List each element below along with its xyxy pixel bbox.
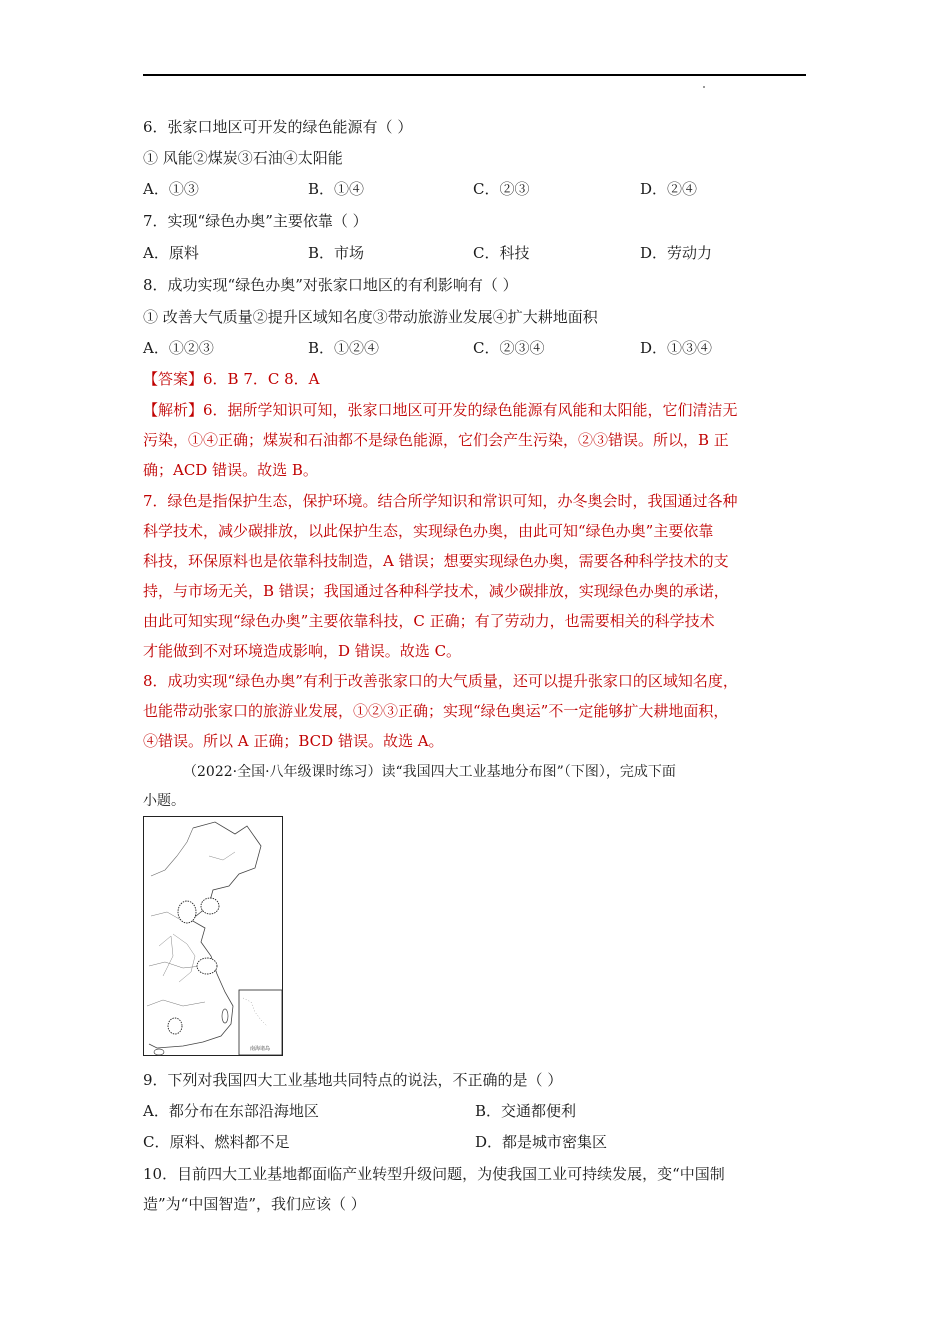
q7-option-b: B．市场	[308, 244, 365, 262]
q7-option-d: D．劳动力	[640, 244, 713, 262]
analysis-line: ④错误。所以 A 正确；BCD 错误。故选 A。	[143, 732, 444, 750]
q7-option-a: A．原料	[143, 244, 199, 262]
header-dot	[703, 86, 705, 88]
q8-items: ① 改善大气质量②提升区域知名度③带动旅游业发展④扩大耕地面积	[143, 308, 598, 326]
q6-option-c: C．②③	[473, 180, 530, 198]
q8-option-b: B．①②④	[308, 339, 380, 357]
q9-option-b: B．交通都便利	[475, 1102, 577, 1120]
header-rule	[143, 74, 806, 76]
analysis-line: 由此可知实现“绿色办奥”主要依靠科技，C 正确；有了劳动力，也需要相关的科学技术	[143, 612, 715, 630]
intro-line: （2022·全国·八年级课时练习）读“我国四大工业基地分布图”（下图），完成下面	[183, 764, 676, 780]
q6-option-a: A．①③	[143, 180, 199, 198]
q9-option-c: C．原料、燃料都不足	[143, 1133, 290, 1151]
q6-option-b: B．①④	[308, 180, 365, 198]
q7-stem: 7．实现“绿色办奥”主要依靠（ ）	[143, 212, 368, 230]
q9-option-d: D．都是城市密集区	[475, 1133, 608, 1151]
analysis-line: 持，与市场无关，B 错误；我国通过各种科学技术，减少碳排放，实现绿色办奥的承诺，	[143, 582, 729, 600]
q8-option-a: A．①②③	[143, 339, 214, 357]
answer-line: 【答案】6．B 7．C 8．A	[143, 370, 320, 388]
q8-option-c: C．②③④	[473, 339, 545, 357]
analysis-line: 也能带动张家口的旅游业发展，①②③正确；实现“绿色奥运”不一定能够扩大耕地面积，	[143, 702, 729, 720]
q9-stem: 9．下列对我国四大工业基地共同特点的说法，不正确的是（ ）	[143, 1071, 563, 1089]
q7-option-c: C．科技	[473, 244, 530, 262]
q6-items: ① 风能②煤炭③石油④太阳能	[143, 149, 343, 167]
analysis-line: 科技，环保原料也是依靠科技制造，A 错误；想要实现绿色办奥，需要各种科学技术的支	[143, 552, 729, 570]
intro-line: 小题。	[143, 793, 185, 809]
q8-option-d: D．①③④	[640, 339, 713, 357]
analysis-line: 污染，①④正确；煤炭和石油都不是绿色能源，它们会产生污染，②③错误。所以，B 正	[143, 431, 729, 449]
analysis-line: 8．成功实现“绿色办奥”有利于改善张家口的大气质量，还可以提升张家口的区域知名度，	[143, 672, 738, 690]
q10-line: 10．目前四大工业基地都面临产业转型升级问题，为使我国工业可持续发展，变“中国制	[143, 1165, 725, 1183]
analysis-line: 确；ACD 错误。故选 B。	[143, 461, 318, 479]
q10-line: 造”为“中国智造”，我们应该（ ）	[143, 1195, 366, 1213]
q6-stem: 6．张家口地区可开发的绿色能源有（ ）	[143, 118, 413, 136]
industrial-base-map	[143, 816, 283, 1056]
q8-stem: 8．成功实现“绿色办奥”对张家口地区的有利影响有（ ）	[143, 276, 518, 294]
map-inset-caption: 南海诸岛	[249, 1046, 271, 1052]
q6-option-d: D．②④	[640, 180, 698, 198]
q9-option-a: A．都分布在东部沿海地区	[143, 1102, 319, 1120]
analysis-line: 科学技术，减少碳排放，以此保护生态，实现绿色办奥，由此可知“绿色办奥”主要依靠	[143, 522, 714, 540]
analysis-line: 【解析】6．据所学知识可知，张家口地区可开发的绿色能源有风能和太阳能，它们清洁无	[143, 401, 738, 419]
analysis-line: 才能做到不对环境造成影响，D 错误。故选 C。	[143, 642, 462, 660]
analysis-line: 7．绿色是指保护生态，保护环境。结合所学知识和常识可知，办冬奥会时，我国通过各种	[143, 492, 738, 510]
